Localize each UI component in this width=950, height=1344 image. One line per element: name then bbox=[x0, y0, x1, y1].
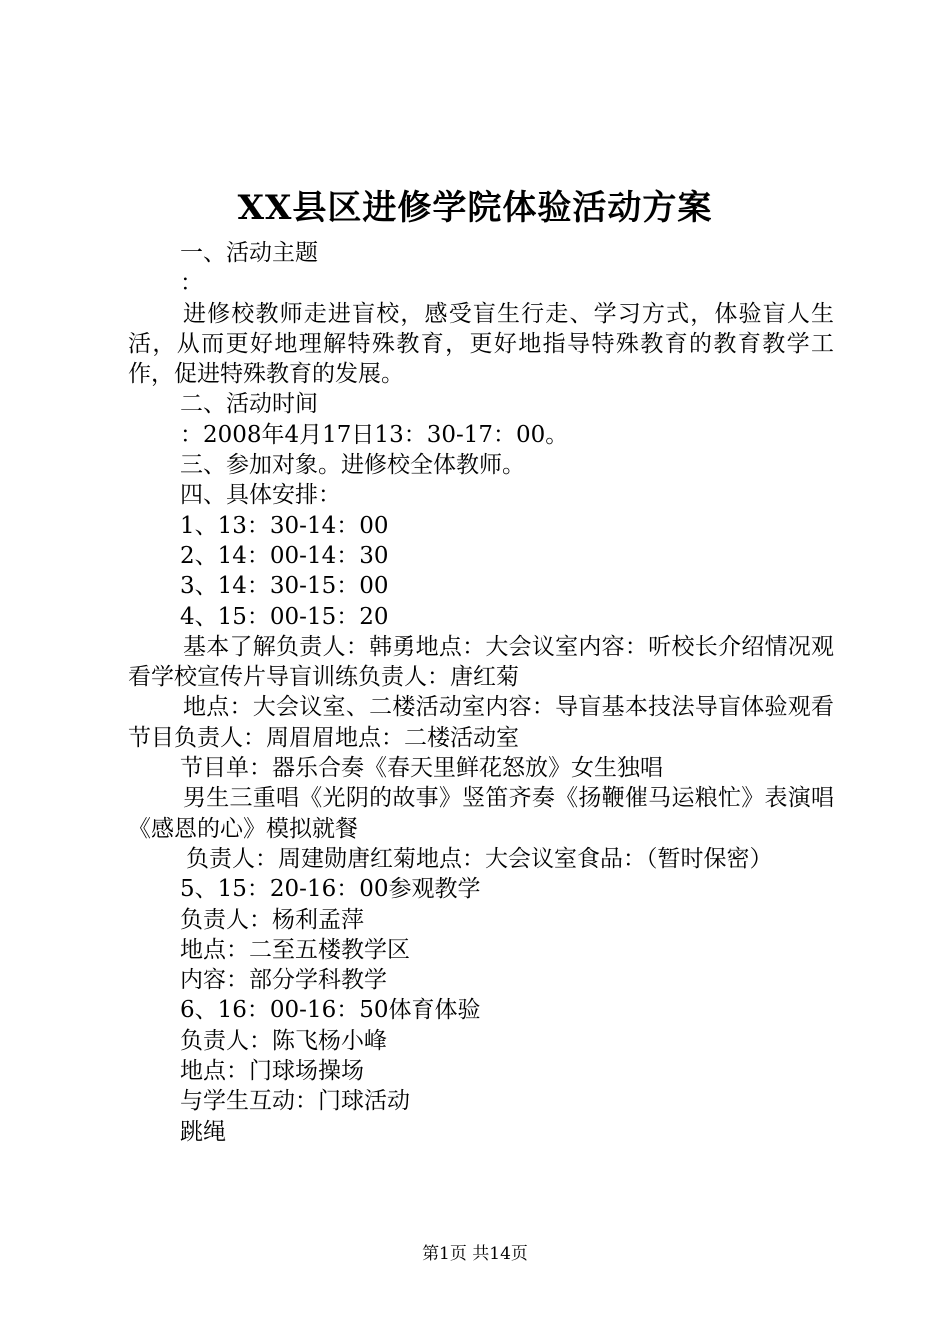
schedule-item-4: 4、15：00-15：20 bbox=[180, 603, 389, 630]
paragraph-teaching-content: 内容：部分学科教学 bbox=[180, 967, 387, 994]
paragraph-teaching-lead: 负责人：杨利孟萍 bbox=[180, 906, 364, 933]
schedule-item-5: 5、15：20-16：00参观教学 bbox=[180, 876, 481, 903]
document-body bbox=[128, 238, 834, 1147]
paragraph-jump-rope: 跳绳 bbox=[180, 1118, 226, 1145]
schedule-item-2: 2、14：00-14：30 bbox=[180, 542, 389, 569]
page-number: 第1页 共14页 bbox=[422, 1244, 528, 1264]
section-heading-time: 二、活动时间 bbox=[180, 391, 318, 418]
paragraph-time-text: ：2008年4月17日13：30-17：00。 bbox=[180, 421, 569, 448]
paragraph-colon: ： bbox=[180, 270, 203, 297]
paragraph-program-list: 节目单：器乐合奏《春天里鲜花怒放》女生独唱 bbox=[180, 755, 663, 782]
paragraph-sports-location: 地点：门球场操场 bbox=[180, 1058, 364, 1085]
paragraph-student-interaction: 与学生互动：门球活动 bbox=[180, 1088, 410, 1115]
paragraph-meal-info: 负责人：周建勋唐红菊地点：大会议室食品：（暂时保密） bbox=[186, 845, 773, 872]
section-heading-schedule: 四、具体安排： bbox=[180, 482, 341, 509]
schedule-item-6: 6、16：00-16：50体育体验 bbox=[180, 997, 481, 1024]
section-heading-theme: 一、活动主题 bbox=[180, 240, 318, 266]
paragraph-theme-text: 进修校教师走进盲校，感受盲生行走、学习方式，体验盲人生活，从而更好地理解特殊教育，更好地指导特殊教育的教育教学工作，促进特殊教育的发展。 bbox=[128, 300, 834, 388]
paragraph-teaching-location: 地点：二至五楼教学区 bbox=[180, 936, 410, 963]
paragraph-guide-location: 地点：大会议室、二楼活动室内容：导盲基本技法导盲体验观看节目负责人：周眉眉地点：二楼活动室 bbox=[128, 694, 834, 751]
paragraph-sports-lead: 负责人：陈飞杨小峰 bbox=[180, 1027, 387, 1054]
document-title: XX县区进修学院体验活动方案 bbox=[237, 188, 713, 228]
paragraph-basic-info: 基本了解负责人：韩勇地点：大会议室内容：听校长介绍情况观看学校宣传片导盲训练负责人：唐红菊 bbox=[128, 633, 834, 691]
schedule-item-3: 3、14：30-15：00 bbox=[180, 573, 389, 600]
section-heading-participants: 三、参加对象。进修校全体教师。 bbox=[180, 452, 525, 479]
schedule-item-1: 1、13：30-14：00 bbox=[180, 512, 389, 539]
paragraph-program-items: 男生三重唱《光阴的故事》竖笛齐奏《扬鞭催马运粮忙》表演唱《感恩的心》模拟就餐 bbox=[128, 785, 834, 842]
